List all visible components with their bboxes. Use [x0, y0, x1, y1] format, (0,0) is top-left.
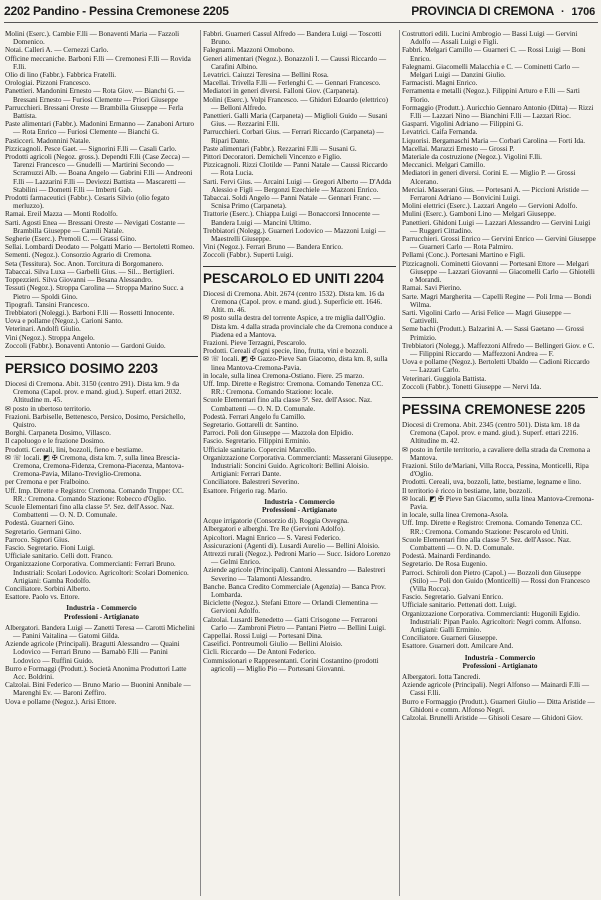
- directory-entry: Veterinari. Guggiola Battista.: [402, 374, 487, 383]
- directory-entry: Molini elettrici (Eserc.). Lazzari Angelo — Gervioni Adolfo.: [402, 202, 578, 211]
- directory-entry: Trattorie (Eserc.). Chiappa Luigi — Bonaccorsi Innocente — Bandera Luigi — Mancini Ultimo.: [203, 210, 380, 227]
- directory-entry: Attrezzi rurali (Negoz.). Pedroni Mario — Succ. Isidoro Lorenzo — Gelmi Enrico.: [203, 549, 391, 567]
- directory-entry: Merciai. Masserani Gius. — Portesani A. — Piccioni Aristide — Ferraroni Adriano — Bonvicini Luigi.: [402, 185, 589, 203]
- directory-entry: Ramai. Ereil Mazza — Monti Rodolfo.: [5, 210, 118, 219]
- directory-entry: Farmacisti. Magni Enrico.: [402, 79, 478, 88]
- page-header: [0, 0, 601, 20]
- col2-entries-a: [203, 30, 396, 260]
- col3-entries-b: [402, 421, 598, 651]
- directory-entry: Parrucchieri. Bressani Oreste — Brambilla Giuseppe — Ferla Battista.: [5, 103, 184, 121]
- directory-entry: Podestà. Ferrari Angelo fu Camillo.: [203, 412, 306, 421]
- header-rule: [4, 22, 598, 23]
- directory-entry: ✉ posto in fertile territorio, a cavaliere della strada da Cremona a Mantova.: [402, 445, 591, 462]
- directory-entry: Seta (Tessitura). Soc. Anon. Torcitura di Borgomanero.: [5, 259, 164, 268]
- directory-entry: Biciclette (Negoz.). Stefani Ettore — Orlandi Clementina — Gervioni Adolfo.: [203, 599, 378, 616]
- directory-entry: Macellai. Trivella F.lli — Ferlenghi C. — Gennari Francesco.: [203, 79, 381, 88]
- directory-entry: Ufficiale sanitario. Celli dott. Franco.: [5, 552, 113, 561]
- directory-entry: Podestà. Guarneri Gino.: [5, 519, 75, 528]
- directory-entry: Panettieri. Mandonini Ernesto — Rota Giov. — Bianchi G. — Bressani Ernesto — Furiosi Clemente — Priori Giuseppe: [5, 87, 185, 104]
- directory-entry: Assicurazioni (Agenti di). Lusardi Aurelio — Bellini Aloisio.: [203, 541, 380, 550]
- directory-entry: Burro e Formaggio (Produtt.). Guarneri Giulio — Ditta Aristide — Ghidoni e comm. Alfonso Negri.: [402, 697, 595, 714]
- directory-entry: Esattore. Frigerio rag. Mario.: [203, 486, 288, 495]
- column-divider: [200, 30, 201, 896]
- page-number: 1706: [571, 6, 595, 18]
- column-2: [203, 30, 396, 896]
- directory-entry: ✉ posto in ubertoso territorio.: [5, 404, 92, 413]
- directory-entry: Zoccoli (Fabbr.). Superti Luigi.: [203, 251, 294, 260]
- directory-entry: Diocesi di Cremona. Abit. 3150 (centro 291). Dista km. 9 da Cremona (Capol. prov. e mand. giud.). Superf. ettari 2032. Altitudine m. 45.: [5, 379, 182, 405]
- directory-entry: Prodotti. Cereali, lini, bozzoli, fieno e bestiame.: [5, 445, 143, 454]
- directory-entry: Cappellai. Rossi Luigi — Portesani Dina.: [203, 632, 323, 641]
- directory-entry: ✉ ☏ locali. ◩ ✠ Gazzo-Pieve San Giacomo, dista km. 8, sulla linea Mantova-Cremona-Pavia.: [203, 355, 388, 372]
- directory-entry: Uova e pollame (Negoz.). Arisi Ettore.: [5, 697, 117, 706]
- directory-entry: Olio di lino (Fabbr.). Fabbrica Fratelli.: [5, 71, 116, 80]
- directory-entry: Fabbri. Guarneri Cassul Alfredo — Bandera Luigi — Toscotti Bruno.: [203, 30, 382, 47]
- directory-entry: Liquorisi. Bergamaschi Maria — Corbari Carolina — Forti Ida.: [402, 136, 586, 145]
- directory-entry: Calzolai. Lusardi Benedetto — Gatti Crisogone — Ferraroni Carlo — Zambroni Pietro — Pantani Pietro — Bellini Luigi.: [203, 615, 386, 632]
- directory-entry: Macellai. Marazzi Ernesto — Grossi P.: [402, 144, 515, 153]
- directory-entry: Parrucchieri. Grossi Enrico — Gervini Enrico — Gervini Giuseppe — Guarneri Carlo — Rota Palmiro.: [402, 235, 596, 252]
- directory-entry: ✉ posto sulla destra del torrente Aspice, a tre miglia dall'Oglio. Dista km. 4 dalla strada provinciale che da Cremona conduce a Piadena ed a Mantova.: [203, 314, 393, 339]
- directory-entry: Albergatori e alberghi. Tre Re (Gervioni Adolfo).: [203, 525, 345, 534]
- directory-entry: Caseifici. Pontreumoli Giulio — Bellini Aloisio.: [203, 640, 343, 649]
- directory-entry: Esattore. Guarneri dott. Amilcare And.: [402, 642, 514, 651]
- directory-entry: Aziende agricole (Principali). Bragutti Alessandro — Quaini Lodovico — Ferrari Bruno — Barnabò F.lli — Panini Lodovico — Ruffini Guido.: [5, 640, 180, 665]
- directory-entry: Levatrici. Caifa Fernanda.: [402, 128, 478, 137]
- directory-entry: Ramai. Savi Pierino.: [402, 284, 462, 293]
- directory-entry: Panettieri. Galli Maria (Carpaneta) — Miglioli Guido — Susani Gius. — Rezzarini F.lli.: [203, 112, 388, 129]
- directory-entry: Veterinari. Andolfi Giulio.: [5, 325, 81, 334]
- directory-entry: Meccanici. Melgari Camillo.: [402, 161, 486, 170]
- directory-entry: Prodotti agricoli (Negoz. gross.). Dependti F.lli (Case Zecca) — Tarenzi Francesco — Gnudelli — Martirini Secondo — Scramuzzi Alb. — Boana Angelo — Gabrini F.lli — Andreoni F.lli — Lazzarini F.lli — Deviezzi Battista — Mascaretti — Stabilini — Dometti F.lli — Imberti Gab.: [5, 153, 193, 194]
- col3-entries-c: [402, 673, 598, 722]
- directory-entry: Ferramenta e metalli (Negoz.). Filippini Arturo e F.lli — Sarti Florio.: [402, 87, 580, 104]
- directory-entry: Uff. Imp. Dirette e Registro: Cremona. Comando Tenenza CC. RR.: Cremona. Comando Stazione: locale.: [203, 379, 384, 397]
- directory-entry: Pizzicagnoli. Pesce Gaet. — Signorini F.lli — Casali Carlo.: [5, 144, 177, 153]
- directory-entry: Zoccoli (Fabbr.). Bonaventi Antonio — Gardoni Guido.: [5, 341, 166, 350]
- section-title-persico-dosimo: PERSICO DOSIMO 2203: [5, 356, 198, 376]
- directory-entry: Fabbri. Melgari Camillo — Guarneri C. — Rossi Luigi — Boni Enrico.: [402, 46, 586, 63]
- directory-entry: Uova e pollame (Negoz.). Bertoletti Ubaldo — Cadioni Riccardo — Lazzari Carlo.: [402, 358, 590, 375]
- directory-entry: Sellai. Lombardi Deodato — Polgatti Mario — Bertoletti Romeo.: [5, 243, 195, 252]
- directory-entry: ✉ locali. ◩ ✠ Pieve San Giacomo, sulla linea Mantova-Cremona-Pavia.: [402, 494, 594, 511]
- directory-entry: Tessuti (Negoz.). Stroppa Carolina — Stroppa Marino Succ. a Pietro — Spoldi Gino.: [5, 284, 184, 301]
- directory-entry: Esattore. Paolo vs. Ettore.: [5, 593, 80, 602]
- directory-entry: Generi alimentari (Negoz.). Bonazzoli I. — Caussi Riccardo — Carafini Albino.: [203, 54, 387, 71]
- directory-entry: in locale, sulla linea Cremona-Asola.: [402, 511, 509, 520]
- directory-entry: Borghi. Carpaneta Dosimo, Villasco.: [5, 429, 111, 438]
- directory-entry: Falegnami. Mazzoni Omobono.: [203, 46, 295, 55]
- directory-entry: Mediatori in generi diversi. Corini E. — Miglio P. — Grossi Alcerano.: [402, 169, 576, 186]
- directory-entry: Scuole Elementari fino alla classe 5ª. Sez. dell'Assoc. Naz. Combattenti — O. N. D. Comunale.: [5, 502, 174, 520]
- directory-entry: Scuole Elementari fino alla classe 5ª. Sez. dell'Assoc. Naz. Combattenti — O. N. D. Comunale.: [402, 535, 571, 552]
- directory-entry: Conciliatore. Guarneri Giuseppe.: [402, 634, 498, 643]
- directory-entry: per Cremona e per Fralboino.: [5, 478, 90, 487]
- col3-entries-a: [402, 30, 598, 391]
- directory-entry: Paste alimentari (Fabbr.). Rezzarini F.lli — Susani G.: [203, 144, 357, 153]
- directory-entry: Fascio. Segretario. Fioni Luigi.: [5, 543, 95, 552]
- section-subtitle: Industria - Commercio Professioni - Artigianato: [462, 653, 538, 670]
- directory-entry: Segretario. De Rosa Eugenio.: [402, 560, 488, 569]
- directory-entry: Mediatori in generi diversi. Falloni Giov. (Carpaneta).: [203, 87, 359, 96]
- directory-entry: Trebbiatori (Nolegg.). Guarneri Lodovico — Mazzoni Luigi — Maestrelli Giuseppe.: [203, 226, 386, 244]
- directory-entry: Parrucchieri. Corbari Gius. — Ferrari Riccardo (Carpaneta) — Ripari Dante.: [203, 128, 384, 145]
- directory-entry: Paste alimentari (Fabbr.). Madonini Ermanno — Zanaboni Arturo — Rota Enrico — Furiosi Clemente — Bianchi G.: [5, 120, 195, 137]
- directory-entry: Tabaccai. Soldi Angelo — Panni Natale — Gennari Franc. — Scnisa Primo (Carpaneta).: [203, 194, 381, 211]
- directory-entry: Commissionari e Rappresentanti. Corini Costantino (prodotti agricoli) — Miglio Pio — Portesani Giovanni.: [203, 656, 379, 673]
- directory-entry: Uff. Imp. Dirette e Registro: Cremona. Comando Tenenza CC. RR.: Cremona. Comando Stazione: Pescarolo ed Uniti.: [402, 519, 583, 536]
- directory-entry: Calzolai. Brunelli Aristide — Ghisoli Cesare — Ghidoni Giov.: [402, 714, 583, 723]
- directory-entry: Frazioni. Pieve Terzagni, Pescarolo.: [203, 338, 307, 347]
- directory-entry: Parroci. Poli don Giuseppe — Mazzola don Elpidio.: [203, 429, 354, 438]
- directory-entry: Prodotti. Cereali d'ogni specie, lino, frutta, vini e bozzoli.: [203, 347, 369, 356]
- directory-entry: Fascio. Segretario. Filippini Erminio.: [203, 437, 311, 446]
- directory-entry: Trebbiatori (Noleggi.). Barboni F.lli — Rossetti Innocente.: [5, 308, 175, 317]
- directory-entry: Costruttori edili. Lucini Ambrogio — Bassi Luigi — Gervini Adolfo — Assali Luigi e Figli.: [402, 30, 578, 47]
- directory-entry: Molini (Eserc.). Cambie F.lli — Bonaventi Maria — Fazzoli Domenico.: [5, 30, 180, 47]
- directory-entry: Mulini (Eserc.). Gamboni Lino — Melgari Giuseppe.: [402, 210, 556, 219]
- col1-entries-a: [5, 30, 198, 350]
- directory-entry: Prodotti farmaceutici (Fabbr.). Cesaris Silvio (olio fegato merluzzo).: [5, 194, 170, 211]
- col2-entries-c: [203, 517, 396, 673]
- directory-entry: Molini (Eserc.). Volpi Francesco. — Ghidori Edoardo (elettrico) — Belloni Alfredo.: [203, 95, 388, 112]
- section-title-pescarolo: PESCAROLO ED UNITI 2204: [203, 266, 396, 286]
- directory-entry: Organizzazione Corporativa. Commercianti: Hugonili Egidio. Industriali: Pipan Paolo. Agricoltori: Negri comm. Alfonso. Artigiani: Galli Erminio.: [402, 609, 582, 635]
- directory-entry: Materiale da costruzione (Negoz.). Vigolini F.lli.: [402, 153, 542, 162]
- directory-entry: Banche. Banca Credito Commerciale (Agenzia) — Banca Prov. Lombarda.: [203, 582, 386, 599]
- column-1: [5, 30, 198, 896]
- directory-entry: Cicli. Riccardo — De Antoni Federico.: [203, 648, 316, 657]
- directory-entry: ✉ ☏ locali. ◩ ✠ Cremona, dista km. 7, sulla linea Brescia-Cremona, Cremona-Fidenza, Cremona-Piacenza, Mantova-Cremona-Pavia, Milano-Treviglio-Cremona.: [5, 453, 184, 479]
- directory-entry: Orologiai. Pizzoni Francesco.: [5, 79, 91, 88]
- directory-entry: Seme bachi (Produtt.). Balzarini A. — Sassi Gaetano — Grossi Primizio.: [402, 325, 585, 342]
- directory-entry: Fascio. Segretario. Galvani Enrico.: [402, 593, 503, 602]
- section-subtitle: Industria - Commercio Professioni - Artigianato: [262, 497, 337, 514]
- directory-entry: Sarte. Magri Margherita — Capelli Regine — Poli Irma — Bondi Wilma.: [402, 292, 592, 309]
- header-left: 2202 Pandino - Pessina Cremonese 2205: [4, 4, 229, 18]
- directory-entry: Diocesi di Cremona. Abit. 2345 (centro 501). Dista km. 18 da Cremona (Capol. prov. e mand. giud.). Superf. ettari 2216. Altitudine m. 42.: [402, 420, 580, 446]
- directory-entry: Conciliatore. Sorbini Alberto.: [5, 585, 91, 593]
- directory-entry: in locale, sulla linea Cremona-Ostiano. Fiere. 25 marzo.: [203, 371, 365, 380]
- directory-entry: Aziende agricole (Principali). Cantoni Alessandro — Balestreri Severino — Talamonti Alessandro.: [203, 566, 386, 583]
- directory-entry: Il territorio è ricco in bestiame, latte, bozzoli.: [402, 486, 533, 495]
- directory-entry: Pittori Decoratori. Demicheli Vincenzo e Figlio.: [203, 153, 342, 162]
- directory-entry: Toppezzieri. Silva Giovanni — Besana Alessandro.: [5, 276, 153, 285]
- directory-entry: Segherie (Eserc.). Premoli C. — Grassi Gino.: [5, 235, 137, 244]
- directory-entry: Frazioni. Stilo de'Mariani, Villa Rocca, Pessina, Monticelli, Ripa d'Oglio.: [402, 461, 589, 479]
- directory-entry: Ufficiale sanitario. Copercini Marcello.: [203, 445, 317, 454]
- col1-entries-b: [5, 380, 198, 601]
- directory-entry: Levatrici. Caiuzzi Teresina — Bellini Rosa.: [203, 71, 329, 80]
- directory-entry: Parroco. Signori Gius.: [5, 535, 70, 544]
- column-divider: [399, 30, 400, 896]
- directory-entry: Frazioni. Barbiselle, Bettenesco, Persico, Dosimo, Persichello, Quistro.: [5, 412, 186, 429]
- directory-entry: Pellami (Conc.). Portesani Martino e Figli.: [402, 251, 525, 260]
- directory-entry: Sementi. (Negoz.). Consorzio Agrario di Cremona.: [5, 251, 152, 260]
- directory-entry: Formaggio (Produtt.). Auricchio Gennaro Antonio (Ditta) — Rizzi F.lli — Lazzari Nino — Bianchini F.lli — Lazzari Rioc.: [402, 103, 594, 121]
- col2-entries-b: [203, 290, 396, 495]
- directory-entry: Vini (Negoz.). Ferrari Bruno — Bandera Enrico.: [203, 243, 343, 252]
- directory-entry: Parroci. Schiroli don Pietro (Capol.) — Bozzoli don Giuseppe (Stilo) — Poli don Guido (Monticelli) — Rossi don Francesco (Villa Rocca).: [402, 568, 590, 593]
- directory-entry: Il capoluogo e le frazione Dosimo.: [5, 437, 105, 446]
- directory-entry: Organizzazione Corporativa. Commercianti: Ferrari Bruno. Industriali: Scolari Lodovico. Agricoltori: Scolari Domenico. Artigiani: Gamba Rodolfo.: [5, 560, 189, 585]
- directory-entry: Podestà. Mainardi Ferdinando.: [402, 552, 491, 561]
- directory-entry: Diocesi di Cremona. Abit. 2674 (centro 1532). Dista km. 16 da Cremona (Capol. prov. e mand. giud.). Superficie ett. 1646. Altit. m. 46.: [203, 289, 385, 315]
- directory-entry: Trebbiatori (Nolegg.). Maffezzoni Alfredo — Bellingeri Giov. e C. — Filippini Riccardo — Maffezzoni Andrea — F.: [402, 341, 595, 358]
- directory-entry: Apicoltori. Magni Enrico — S. Varesi Federico.: [203, 533, 341, 542]
- directory-entry: Officine meccaniche. Barboni F.lli — Cremonesi F.lli — Rovida F.lli.: [5, 54, 191, 71]
- directory-entry: Aziende agricole (Principali). Negri Alfonso — Mainardi F.lli — Cassi F.lli.: [402, 681, 590, 698]
- directory-entry: Pizzicagnoli. Rizzi Clotilde — Panni Natale — Caussi Riccardo — Rota Lucia.: [203, 161, 388, 178]
- directory-entry: Albergatori. Bandera Luigi — Zanetti Teresa — Carotti Michelini — Panini Vaitalina — Gatomi Gilda.: [5, 623, 195, 641]
- directory-entry: Uova e pollame (Negoz.). Carioni Santo.: [5, 317, 123, 326]
- directory-entry: Zoccoli (Fabbr.). Tonetti Giuseppe — Nervi Ida.: [402, 382, 542, 391]
- directory-entry: Pasticceri. Madonnini Natale.: [5, 136, 91, 145]
- directory-entry: Panettieri. Ghidoni Luigi — Lazzari Alessandro — Gervini Luigi — Ruggeri Cittadino.: [402, 218, 591, 235]
- directory-entry: Falegnami. Giacomelli Malacchia e C. — Cominetti Carlo — Melgari Luigi — Danzini Giulio.: [402, 62, 580, 80]
- directory-entry: Albergatori. Iotta Tancredi.: [402, 673, 481, 682]
- directory-entry: Gasparri. Vigolini Adriano — Filippini G.: [402, 120, 524, 129]
- column-3: [402, 30, 598, 896]
- header-right: PROVINCIA DI CREMONA · 1706: [411, 4, 595, 18]
- directory-entry: Prodotti. Cereali, uva, bozzoli, latte, bestiame, legname e lino.: [402, 478, 582, 487]
- directory-entry: Ufficiale sanitario. Pettenati dott. Luigi.: [402, 601, 517, 610]
- section-title-pessina-cremonese: PESSINA CREMONESE 2205: [402, 397, 598, 417]
- directory-entry: Scuole Elementari fino alla classe 5ª. Sez. dell'Assoc. Naz. Combattenti — O. N. D. Comunale.: [203, 396, 372, 413]
- directory-entry: Tipografi. Tansini Francesco.: [5, 300, 90, 309]
- directory-entry: Calzolai. Bini Federico — Bruno Mario — Buonini Annibale — Marenghi Ev. — Baroni Zeffiro.: [5, 681, 191, 698]
- directory-entry: Sarti. Vigolini Carlo — Arisi Felice — Magri Giuseppe — Cattivelli.: [402, 308, 571, 326]
- directory-entry: Burro e Formaggi (Produtt.). Società Anonima Produttori Latte Acc. Boldrini.: [5, 664, 187, 682]
- directory-entry: Notai. Calleri A. — Cernezzi Carlo.: [5, 46, 109, 55]
- header-province: PROVINCIA DI CREMONA: [411, 4, 555, 18]
- directory-entry: Sarti. Fervi Gius. — Arcaini Luigi — Gregori Alberto — D'Adda Alessio e Figli — Bergonzi Ezechiele — Mazzoni Enrico.: [203, 177, 392, 194]
- directory-entry: Segretario. Gottarelli dr. Santino.: [203, 420, 299, 429]
- directory-entry: Vini (Negoz.). Stroppa Angelo.: [5, 333, 95, 342]
- directory-entry: Segretario. Germani Gino.: [5, 527, 82, 536]
- col1-entries-c: [5, 624, 198, 706]
- section-subtitle: Industria - Commercio Professioni - Artigianato: [64, 604, 139, 621]
- directory-entry: Organizzazione Corporativa. Commercianti: Masserani Giuseppe. Industriali: Soncini Guido. Agricoltori: Bellini Aloisio. Artigiani: Ferrari Dante.: [203, 453, 393, 479]
- directory-entry: Pizzicagnoli. Cominetti Giovanni — Portesani Ettore — Melgari Giuseppe — Lazzari Giovanni — Giacomelli Carlo — Ghiotelli e Morandi.: [402, 259, 595, 285]
- directory-entry: Conciliatore. Balestreri Severino.: [203, 478, 300, 487]
- directory-entry: Sarti. Agosti Enea — Bressani Oreste — Nevigati Costante — Brambilla Giuseppe — Carnili Natale.: [5, 218, 185, 235]
- directory-entry: Tabaccai. Silva Luxa — Garbelli Gius. — Sil... Bertiglieri.: [5, 267, 175, 276]
- directory-entry: Acque irrigatorie (Consorzio di). Roggia Osvegna.: [203, 517, 349, 526]
- directory-entry: Uff. Imp. Dirette e Registro: Cremona. Comando Truppe: CC. RR.: Cremona. Comando Stazione: Robecco d'Oglio.: [5, 486, 184, 503]
